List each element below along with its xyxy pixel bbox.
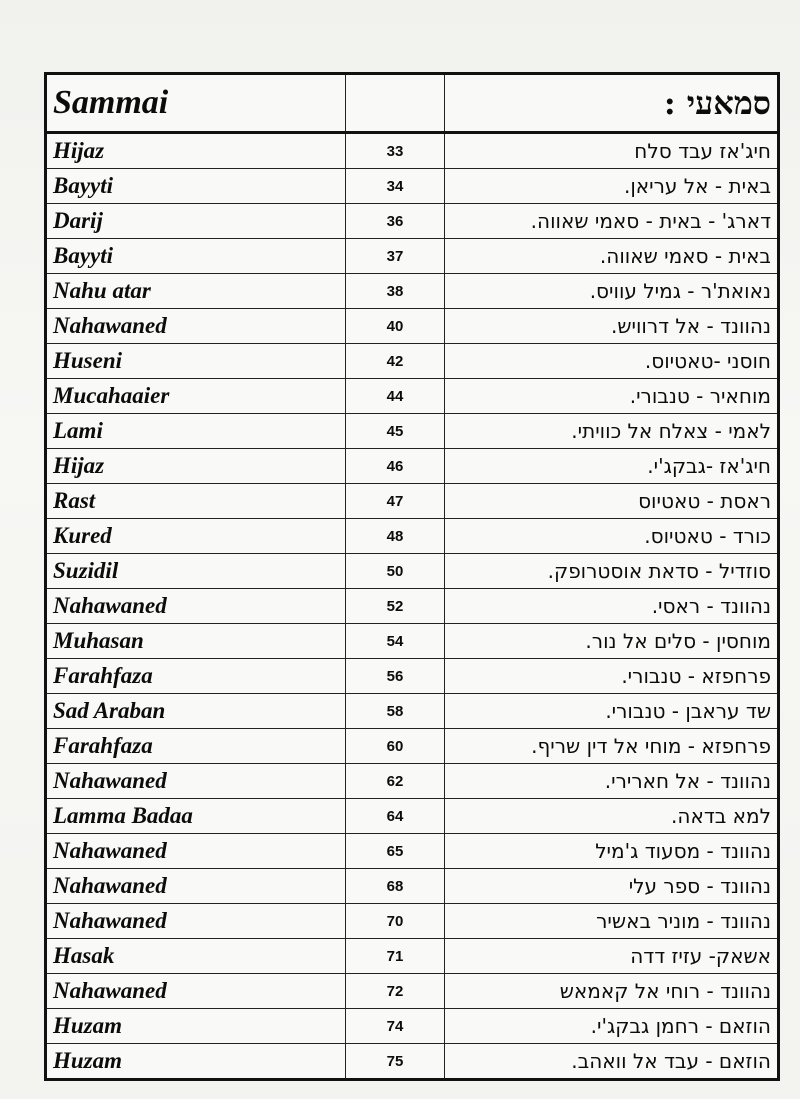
maqam-name: Huzam [46, 1044, 346, 1080]
page-number: 65 [346, 834, 445, 869]
maqam-name: Muhasan [46, 624, 346, 659]
page-number: 37 [346, 239, 445, 274]
page-number: 33 [346, 133, 445, 169]
piece-title: באית - אל עריאן. [445, 169, 779, 204]
table-row [46, 694, 779, 729]
piece-title: הוזאם - רחמן גבקג'י. [445, 1009, 779, 1044]
contents-table-body [46, 74, 779, 1080]
page-number: 71 [346, 939, 445, 974]
table-row [46, 869, 779, 904]
page-number: 74 [346, 1009, 445, 1044]
maqam-name: Hijaz [46, 449, 346, 484]
page-number: 47 [346, 484, 445, 519]
page-number: 75 [346, 1044, 445, 1080]
table-row [46, 133, 779, 169]
maqam-name: Bayyti [46, 239, 346, 274]
piece-title: מוחאיר - טנבורי. [445, 379, 779, 414]
maqam-name: Nahawaned [46, 589, 346, 624]
table-row [46, 659, 779, 694]
page-number: 38 [346, 274, 445, 309]
table-row [46, 799, 779, 834]
piece-title: פרחפזא - טנבורי. [445, 659, 779, 694]
maqam-name: Lami [46, 414, 346, 449]
maqam-name: Huseni [46, 344, 346, 379]
page-number: 54 [346, 624, 445, 659]
piece-title: חיג'אז עבד סלח [445, 133, 779, 169]
piece-title: שד עראבן - טנבורי. [445, 694, 779, 729]
page-number: 52 [346, 589, 445, 624]
page-number: 68 [346, 869, 445, 904]
header-composer-hebrew: סמאעי : [445, 74, 779, 133]
piece-title: מוחסין - סלים אל נור. [445, 624, 779, 659]
maqam-name: Rast [46, 484, 346, 519]
maqam-name: Nahu atar [46, 274, 346, 309]
table-row [46, 309, 779, 344]
maqam-name: Nahawaned [46, 974, 346, 1009]
table-row [46, 519, 779, 554]
page-number: 60 [346, 729, 445, 764]
table-row [46, 729, 779, 764]
piece-title: דארג' - באית - סאמי שאווה. [445, 204, 779, 239]
maqam-name: Bayyti [46, 169, 346, 204]
maqam-name: Nahawaned [46, 869, 346, 904]
piece-title: נהוונד - אל דרוויש. [445, 309, 779, 344]
maqam-name: Farahfaza [46, 659, 346, 694]
piece-title: נאואת'ר - גמיל עוויס. [445, 274, 779, 309]
header-composer-latin: Sammai [46, 74, 346, 133]
contents-table [44, 72, 780, 1081]
piece-title: נהוונד - מוניר באשיר [445, 904, 779, 939]
page-number: 46 [346, 449, 445, 484]
table-row [46, 589, 779, 624]
page-number: 72 [346, 974, 445, 1009]
table-row [46, 554, 779, 589]
table-row [46, 974, 779, 1009]
table-row [46, 169, 779, 204]
page-number: 40 [346, 309, 445, 344]
maqam-name: Nahawaned [46, 834, 346, 869]
table-row [46, 1009, 779, 1044]
page-number: 50 [346, 554, 445, 589]
page-number: 45 [346, 414, 445, 449]
table-row [46, 939, 779, 974]
table-row [46, 764, 779, 799]
table-row [46, 624, 779, 659]
page-number: 34 [346, 169, 445, 204]
page-number: 48 [346, 519, 445, 554]
piece-title: באית - סאמי שאווה. [445, 239, 779, 274]
page-number: 42 [346, 344, 445, 379]
maqam-name: Huzam [46, 1009, 346, 1044]
maqam-name: Nahawaned [46, 904, 346, 939]
maqam-name: Suzidil [46, 554, 346, 589]
maqam-name: Hijaz [46, 133, 346, 169]
maqam-name: Nahawaned [46, 309, 346, 344]
table-row [46, 344, 779, 379]
table-row [46, 204, 779, 239]
page-number: 56 [346, 659, 445, 694]
piece-title: לאמי - צאלח אל כוויתי. [445, 414, 779, 449]
page-number: 64 [346, 799, 445, 834]
piece-title: חוסני -טאטיוס. [445, 344, 779, 379]
piece-title: נהוונד - ראסי. [445, 589, 779, 624]
maqam-name: Farahfaza [46, 729, 346, 764]
piece-title: נהוונד - ספר עלי [445, 869, 779, 904]
piece-title: למא בדאה. [445, 799, 779, 834]
piece-title: סוזדיל - סדאת אוסטרופק. [445, 554, 779, 589]
page-number: 44 [346, 379, 445, 414]
table-row [46, 274, 779, 309]
piece-title: אשאק- עזיז דדה [445, 939, 779, 974]
table-row [46, 834, 779, 869]
piece-title: חיג'אז -גבקג'י. [445, 449, 779, 484]
maqam-name: Sad Araban [46, 694, 346, 729]
page-number: 70 [346, 904, 445, 939]
maqam-name: Kured [46, 519, 346, 554]
table-row [46, 239, 779, 274]
header-page-column [346, 74, 445, 133]
table-row [46, 484, 779, 519]
piece-title: פרחפזא - מוחי אל דין שריף. [445, 729, 779, 764]
piece-title: נהוונד - מסעוד ג'מיל [445, 834, 779, 869]
table-row [46, 379, 779, 414]
maqam-name: Darij [46, 204, 346, 239]
maqam-name: Hasak [46, 939, 346, 974]
page-number: 62 [346, 764, 445, 799]
maqam-name: Mucahaaier [46, 379, 346, 414]
piece-title: ראסת - טאטיוס [445, 484, 779, 519]
table-header-row [46, 74, 779, 133]
table-row [46, 414, 779, 449]
page-number: 36 [346, 204, 445, 239]
piece-title: הוזאם - עבד אל וואהב. [445, 1044, 779, 1080]
maqam-name: Nahawaned [46, 764, 346, 799]
piece-title: נהוונד - אל חארירי. [445, 764, 779, 799]
page-number: 58 [346, 694, 445, 729]
table-row [46, 1044, 779, 1080]
table-row [46, 449, 779, 484]
piece-title: נהוונד - רוחי אל קאמאש [445, 974, 779, 1009]
maqam-name: Lamma Badaa [46, 799, 346, 834]
piece-title: כורד - טאטיוס. [445, 519, 779, 554]
table-row [46, 904, 779, 939]
